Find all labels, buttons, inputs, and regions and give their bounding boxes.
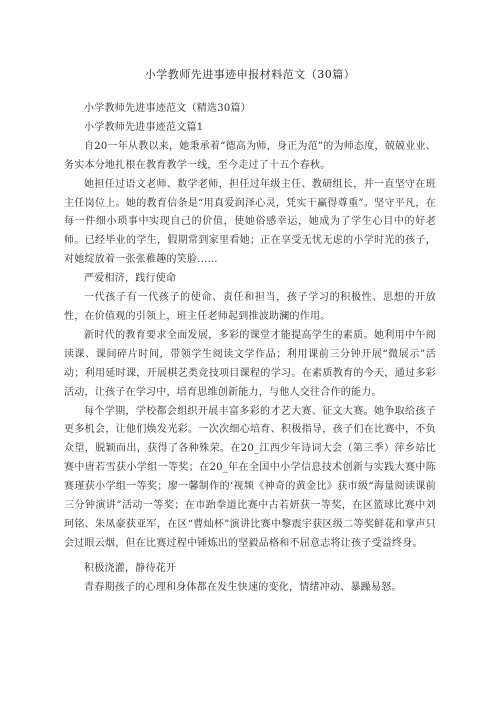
body-paragraph: 自20一年从教以来，她秉承着“德高为师，身正为范”的为师态度，兢兢业业、务实本分地扎根在教育教学一线，至今走过了十五个春秋。 <box>64 140 436 171</box>
document-title: 小学教师先进事迹申报材料范文（30篇） <box>144 68 356 81</box>
article-heading: 小学教师先进事迹范文篇1 <box>84 121 204 133</box>
article-subtitle: 小学教师先进事迹范文（精选30篇） <box>84 103 251 114</box>
section-heading: 严爱相济，践行使命 <box>84 273 177 285</box>
document-body <box>64 100 436 598</box>
body-paragraph: 青春期孩子的心理和身体都在发生快速的变化，情绪冲动、暴躁易怒。 <box>84 581 402 593</box>
body-paragraph: 一代孩子有一代孩子的使命、责任和担当，孩子学习的积极性、思想的开放性，在价值观的引领上，班主任老师起到推波助澜的作用。 <box>64 292 436 322</box>
body-paragraph: 她担任过语文老师、数学老师，担任过年级主任、教研组长，并一直坚守在班主任岗位上。她的教育信条是“用真爱润泽心灵，凭实干赢得尊重”。坚守平凡，在每一件细小琐事中实现自己的价值，使她俗感幸运，她成为了学生心目中的好老师。已经毕业的学生，假期常到家里看她；正在享受无忧无虑的小学时光的孩子，对她绽放着一张张稚趣的笑脸…… <box>64 178 436 266</box>
body-paragraph: 每个学期，学校都会组织开展丰富多彩的才艺大赛、征文大赛。她争取给孩子更多机会，让他们焕发光彩。一次次细心培育、积极指导，孩子们在比赛中，不负众望，脱颖而出，获得了各种殊荣。在20_江西少年诗词大会（第三季）萍乡站比赛中唐若雪获小学组一等奖；在20_年在全国中小学信息技术创新与实践大赛中陈赛瑾获小学组一等奖；廖一馨制作的‘视频《神奇的黄金比》获市级“海量阅读课前三分钟演讲”活动一等奖；在市跆拳道比赛中古若妍获一等奖，在区篮球比赛中刘珂铭、朱凤豪获亚军，在区“曹灿杯”演讲比赛中黎震宇获区级二等奖鲜花和掌声只会过眼云烟，但在比赛过程中锤炼出的坚毅品格和不屈意志将让孩子受益终身。 <box>64 405 436 549</box>
body-paragraph: 新时代的教育要求全面发展，多彩的课堂才能提高学生的素质。她利用中午阅读课、课间碎片时间，带领学生阅读文学作品；利用课前三分钟开展“微展示”活动；利用延时课，开展棋艺类竞技项目课程的学习。在素质教育的今天，通过多彩活动，让孩子在学习中，培育思维创新能力，与他人交往合作的能力。 <box>64 329 436 398</box>
section-heading: 积极浇灌，静待花开 <box>84 562 177 574</box>
